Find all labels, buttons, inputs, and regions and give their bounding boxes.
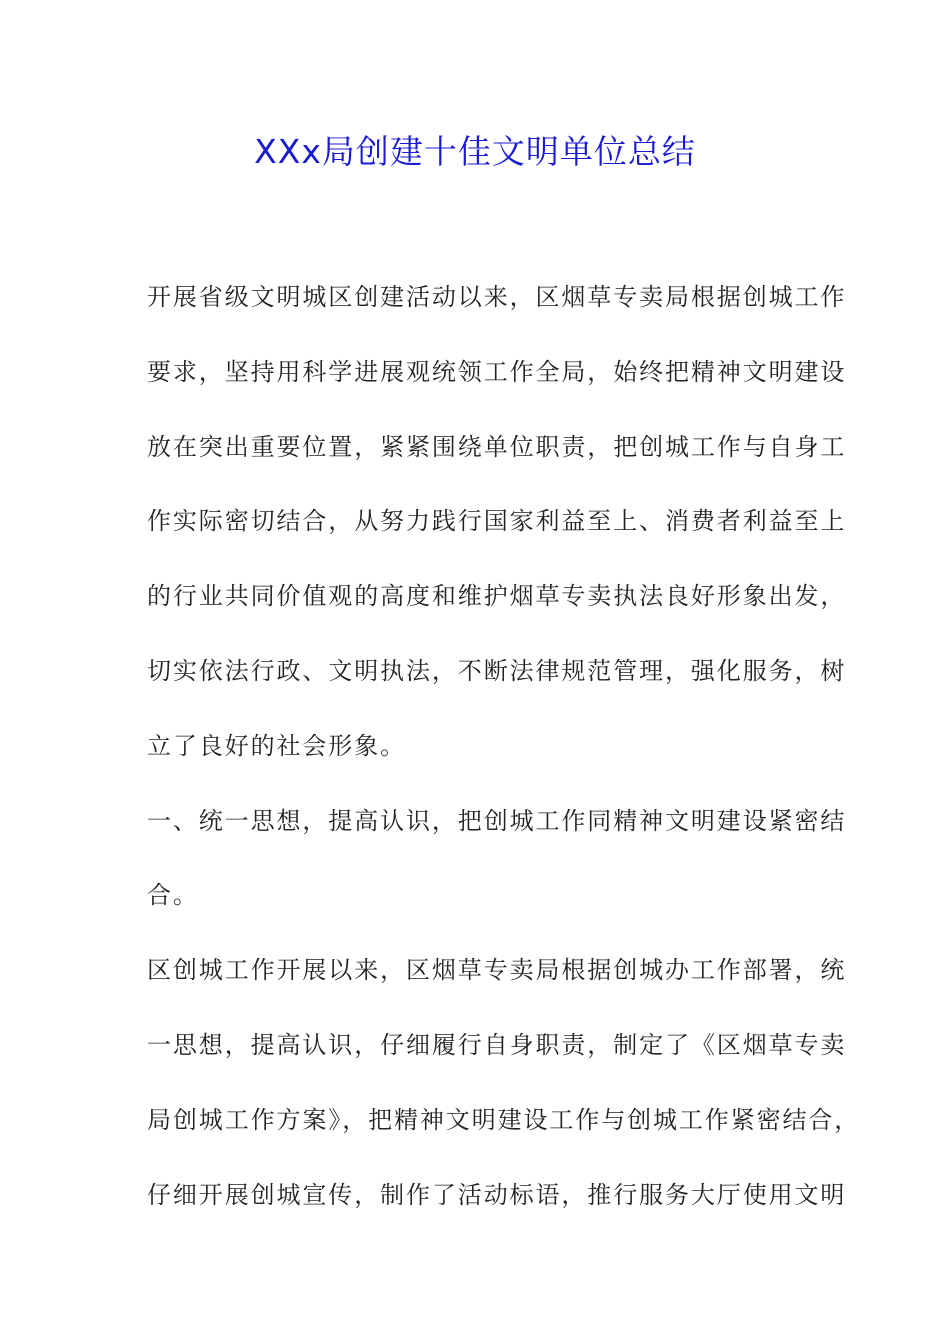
section-heading-line: 合。 [147,881,199,910]
paragraph-line: 切实依法行政、文明执法，不断法律规范管理，强化服务，树 [147,656,847,685]
paragraph-line: 区创城工作开展以来，区烟草专卖局根据创城办工作部署，统 [147,956,847,985]
document-body [147,260,861,1232]
paragraph-line: 一思想，提高认识，仔细履行自身职责，制定了《区烟草专卖 [147,1030,847,1059]
paragraph-line: 开展省级文明城区创建活动以来，区烟草专卖局根据创城工作 [147,283,847,311]
paragraph-line: 放在突出重要位置，紧紧围绕单位职责，把创城工作与自身工 [147,432,847,461]
paragraph-line: 立了良好的社会形象。 [147,731,406,760]
paragraph-line: 仔细开展创城宣传，制作了活动标语，推行服务大厅使用文明 [147,1180,847,1209]
paragraph-line: 局创城工作方案》，把精神文明建设工作与创城工作紧密结合， [147,1105,861,1134]
paragraph-line: 的行业共同价值观的高度和维护烟草专卖执法良好形象出发， [147,582,847,611]
document-title: XXx局创建十佳文明单位总结 [254,132,696,171]
paragraph-line: 要求，坚持用科学进展观统领工作全局，始终把精神文明建设 [147,357,847,386]
section-heading-line: 一、统一思想，提高认识，把创城工作同精神文明建设紧密结 [147,806,847,835]
paragraph-line: 作实际密切结合，从努力践行国家利益至上、消费者利益至上 [147,507,847,536]
